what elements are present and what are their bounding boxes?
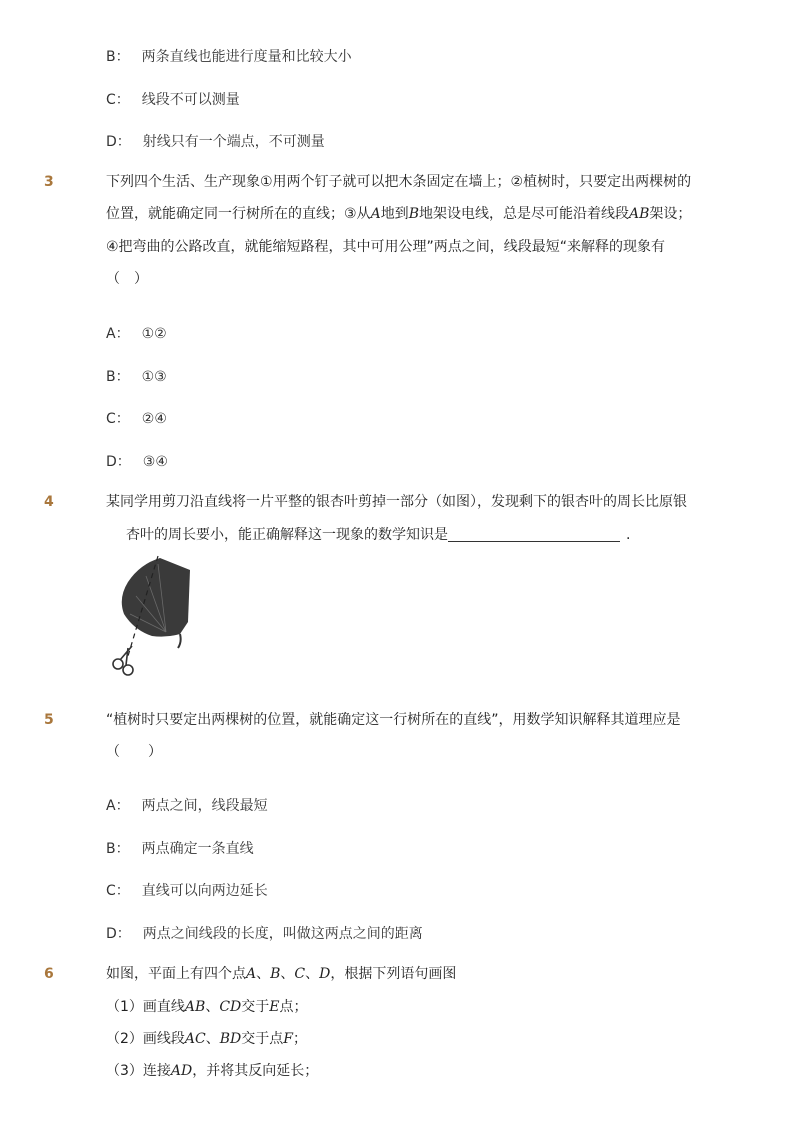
question-6-number: 6 — [44, 966, 54, 982]
scissors-icon — [113, 646, 133, 675]
question-3-line4: （ ） — [106, 271, 148, 287]
q5-option-a[interactable] — [106, 795, 268, 815]
question-4-line2 — [126, 525, 630, 545]
q5-option-c[interactable] — [106, 880, 268, 900]
option-text: 线段不可以测量 — [141, 92, 240, 108]
separator: 、 — [256, 966, 271, 982]
option-key: C： — [106, 883, 130, 899]
q6-text: ，并将其反向延长； — [192, 1063, 319, 1079]
question-3-line2 — [106, 204, 691, 224]
option-text: 两点之间线段的长度，叫做这两点之间的距离 — [142, 926, 423, 942]
q6-text: 交于 — [241, 999, 270, 1015]
separator: 、 — [205, 1031, 220, 1047]
question-5-line1: “植树时只要定出两棵树的位置，就能确定这一行树所在的直线”，用数学知识解释其道理应是 — [106, 712, 681, 728]
line-CD: CD — [219, 999, 242, 1015]
q6-text: （1）画直线 — [106, 999, 185, 1015]
option-key: D： — [106, 134, 131, 150]
option-text: 直线可以向两边延长 — [141, 883, 268, 899]
q6-text: （3）连接 — [106, 1063, 171, 1079]
point-C: C — [294, 966, 306, 982]
question-3-line1: 下列四个生活、生产现象①用两个钉子就可以把木条固定在墙上；②植树时，只要定出两棵树的 — [106, 174, 692, 190]
question-4-number: 4 — [44, 494, 54, 510]
question-4-line1: 某同学用剪刀沿直线将一片平整的银杏叶剪掉一部分（如图），发现剩下的银杏叶的周长比原银 — [106, 494, 687, 510]
separator: 、 — [305, 966, 320, 982]
option-key: D： — [106, 454, 131, 470]
point-D: D — [319, 966, 331, 982]
option-key: B： — [106, 49, 130, 65]
option-key: B： — [106, 841, 130, 857]
answer-blank[interactable] — [448, 527, 620, 542]
option-key: D： — [106, 926, 131, 942]
q3-text: 位置，就能确定同一行树所在的直线；③从 — [106, 206, 371, 222]
line-AB: AB — [184, 999, 206, 1015]
q3-option-b[interactable] — [106, 366, 167, 386]
option-key: C： — [106, 92, 130, 108]
q6-text: ，根据下列语句画图 — [330, 966, 457, 982]
ginkgo-leaf-figure — [106, 552, 198, 682]
question-6-line1 — [106, 964, 456, 984]
option-key: A： — [106, 798, 130, 814]
point-B: B — [408, 206, 419, 222]
q3-text: 地到 — [380, 206, 409, 222]
question-6-step2 — [106, 1029, 307, 1049]
q6-text: （2）画线段 — [106, 1031, 185, 1047]
q3-option-c[interactable] — [106, 408, 167, 428]
q6-text: ； — [292, 1031, 307, 1047]
q3-option-a[interactable] — [106, 323, 167, 343]
leaf-blade — [122, 558, 190, 637]
segment-AD: AD — [170, 1063, 193, 1079]
question-6-step3 — [106, 1061, 318, 1081]
q3-option-d[interactable] — [106, 451, 168, 471]
point-F: F — [283, 1031, 293, 1047]
q6-text: 如图，平面上有四个点 — [106, 966, 246, 982]
q6-text: 点； — [279, 999, 308, 1015]
q6-text: 交于点 — [241, 1031, 284, 1047]
option-text: ①③ — [141, 369, 167, 385]
option-text: 两点确定一条直线 — [141, 841, 254, 857]
point-B: B — [270, 966, 281, 982]
q2-option-b[interactable] — [106, 46, 352, 66]
leaf-stem — [178, 634, 181, 648]
option-text: ①② — [141, 326, 167, 342]
segment-BD: BD — [219, 1031, 242, 1047]
option-key: C： — [106, 411, 130, 427]
point-E: E — [269, 999, 280, 1015]
question-3-number: 3 — [44, 174, 54, 190]
q2-option-d[interactable] — [106, 131, 325, 151]
q3-text: 地架设电线，总是尽可能沿着线段 — [418, 206, 629, 222]
option-key: A： — [106, 326, 130, 342]
q4-text: 杏叶的周长要小，能正确解释这一现象的数学知识是 — [126, 527, 448, 543]
separator: 、 — [205, 999, 220, 1015]
segment-AC: AC — [184, 1031, 206, 1047]
segment-AB: AB — [628, 206, 650, 222]
q2-option-c[interactable] — [106, 89, 240, 109]
option-text: 两条直线也能进行度量和比较大小 — [141, 49, 352, 65]
q5-option-b[interactable] — [106, 838, 254, 858]
q4-period: . — [626, 527, 631, 543]
question-5-number: 5 — [44, 712, 54, 728]
point-A: A — [370, 206, 381, 222]
question-5-line2: （ ） — [106, 744, 162, 760]
separator: 、 — [280, 966, 295, 982]
q3-text: 架设； — [649, 206, 692, 222]
question-3-line3: ④把弯曲的公路改直，就能缩短路程，其中可用公理”两点之间，线段最短“来解释的现象有 — [106, 239, 666, 255]
q5-option-d[interactable] — [106, 923, 423, 943]
option-key: B： — [106, 369, 130, 385]
option-text: ②④ — [141, 411, 167, 427]
option-text: 射线只有一个端点，不可测量 — [142, 134, 325, 150]
option-text: ③④ — [142, 454, 168, 470]
option-text: 两点之间，线段最短 — [141, 798, 268, 814]
question-6-step1 — [106, 997, 308, 1017]
point-A: A — [246, 966, 257, 982]
